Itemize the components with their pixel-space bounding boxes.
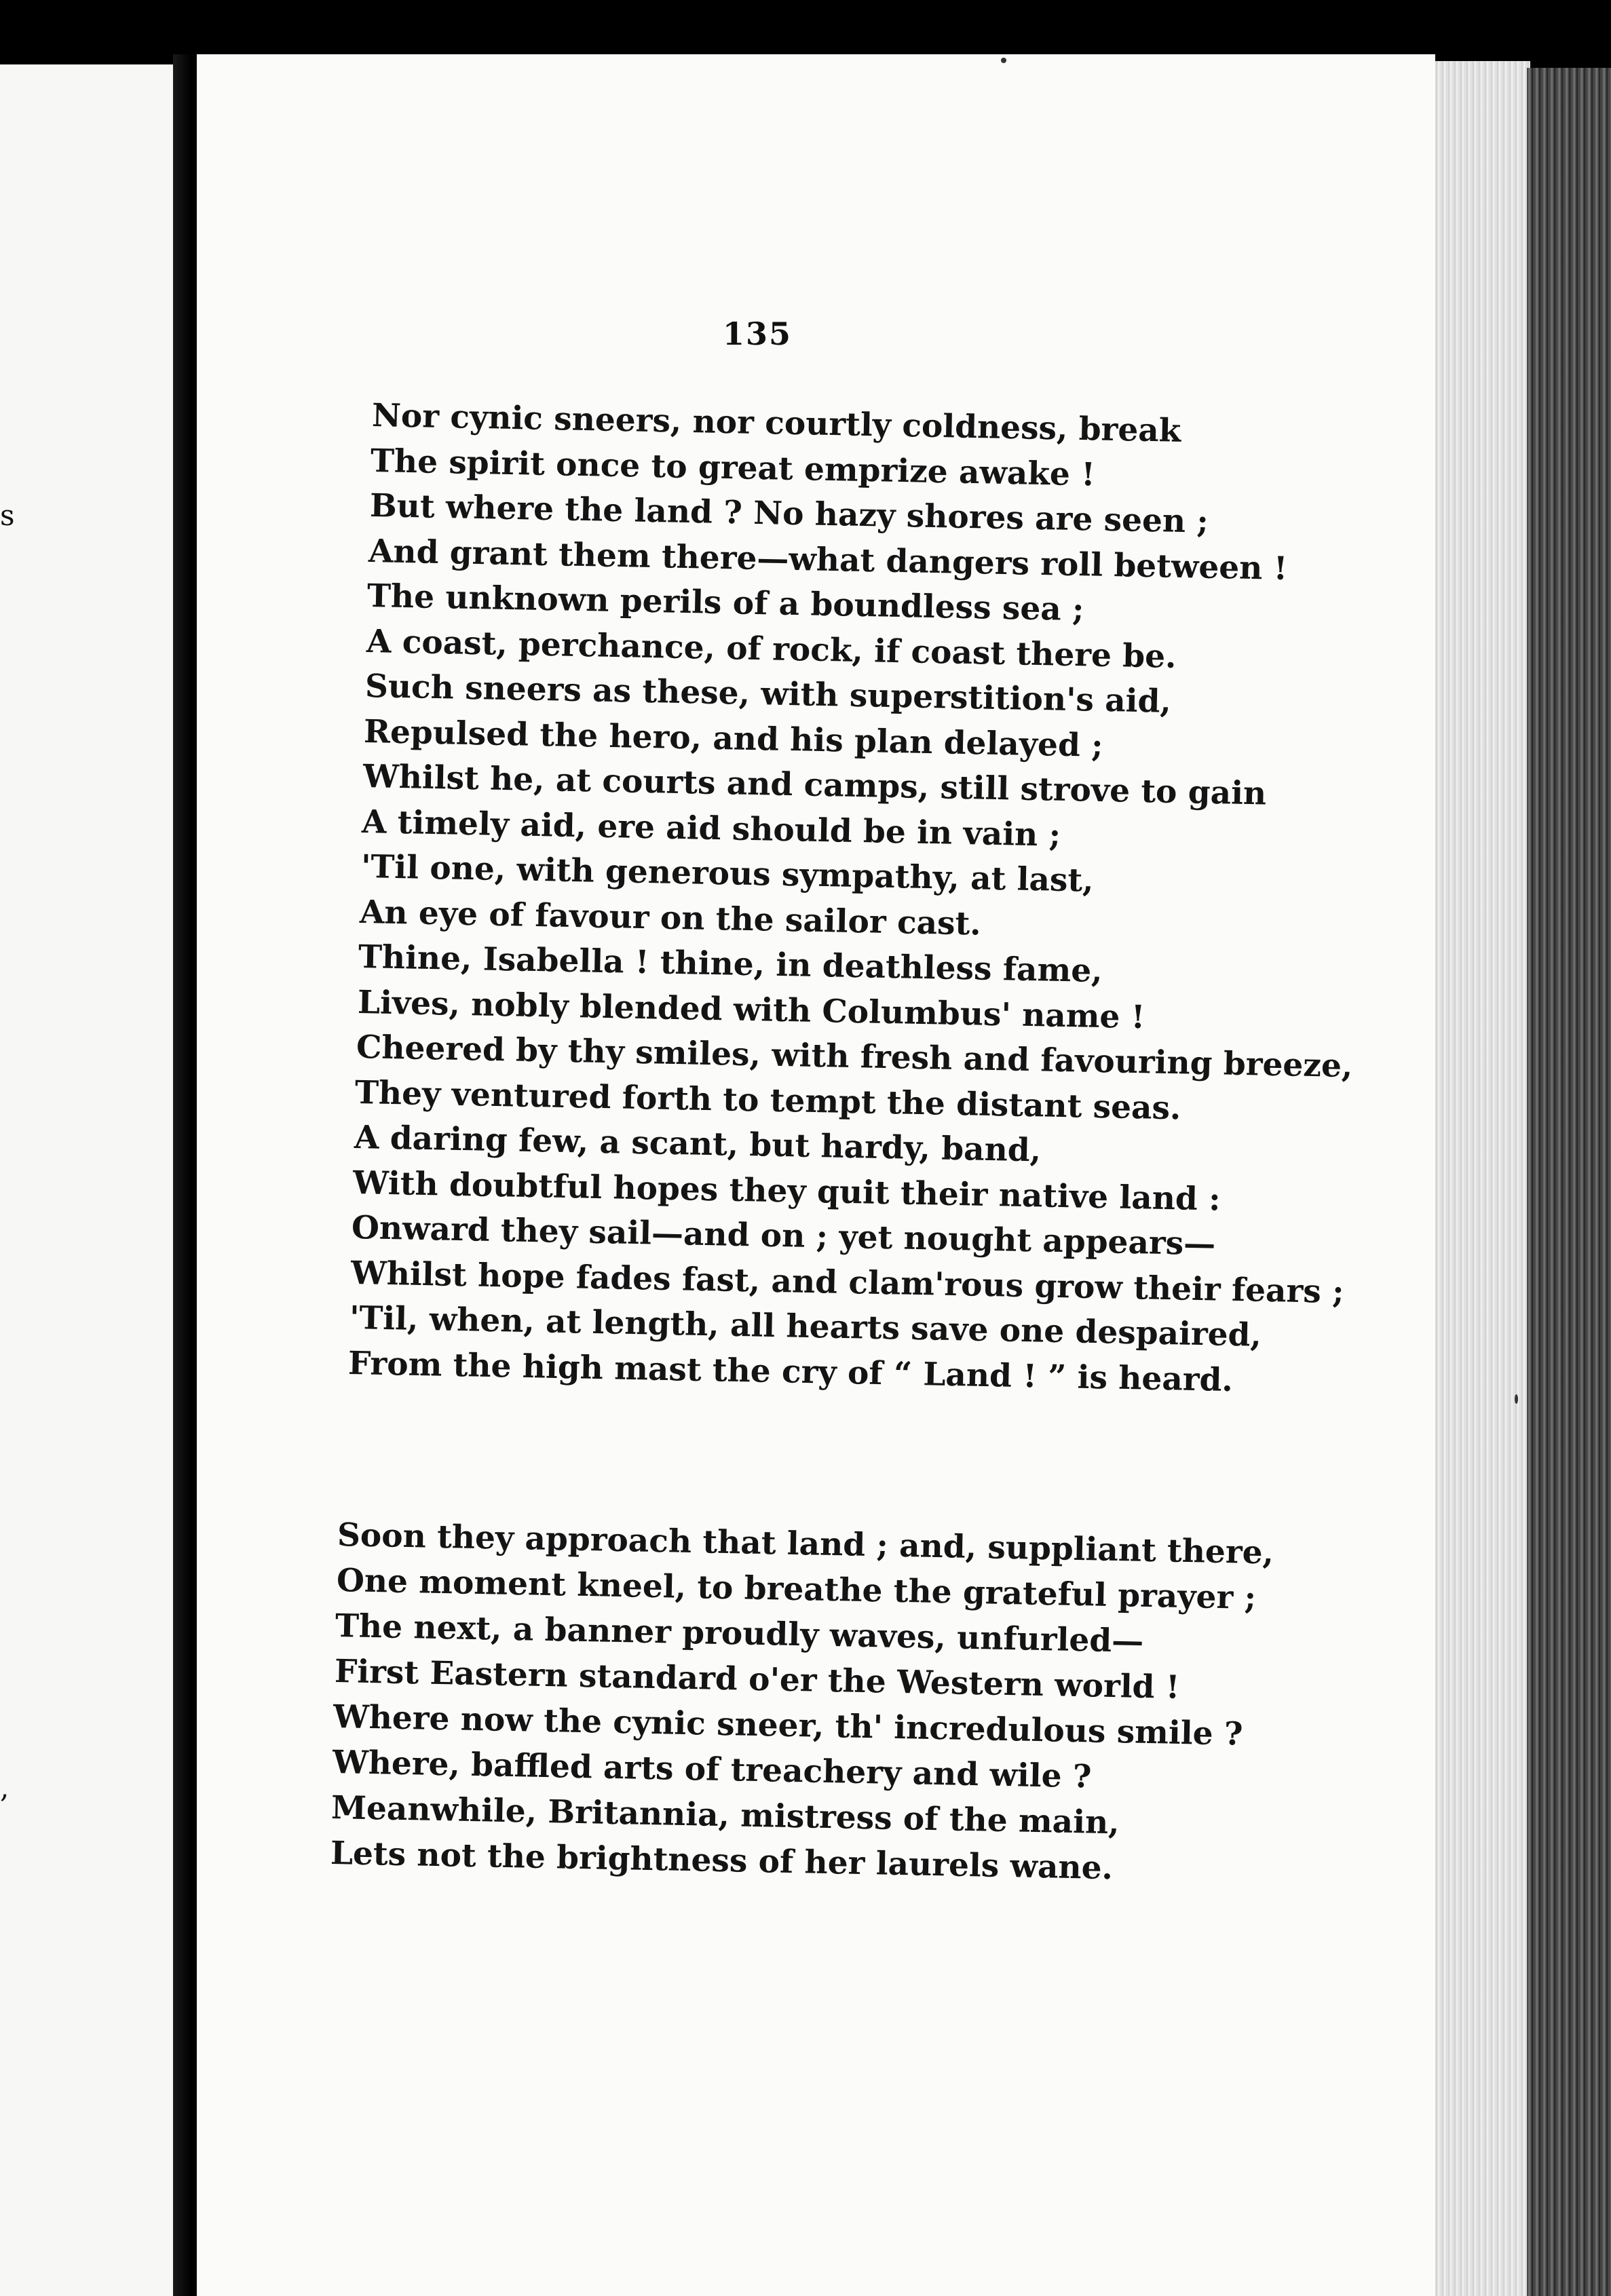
verse-line: Lives, nobly blended with Columbus' name ! xyxy=(357,983,1145,1036)
verse-line: One moment kneel, to breathe the grateful prayer ; xyxy=(335,1562,1257,1618)
verse-line: Whilst he, at courts and camps, still strove to gain xyxy=(362,758,1267,813)
verse-line: Meanwhile, Britannia, mistress of the main, xyxy=(330,1789,1120,1842)
verse-line: First Eastern standard o'er the Western world ! xyxy=(333,1653,1180,1706)
verse-line: Thine, Isabella ! thine, in deathless fame, xyxy=(358,938,1103,991)
verse-line: The spirit once to great emprize awake ! xyxy=(370,442,1096,493)
verse-line: A daring few, a scant, but hardy, band, xyxy=(354,1119,1042,1170)
speck xyxy=(1001,58,1006,63)
verse-line: Nor cynic sneers, nor courtly coldness, break xyxy=(371,397,1181,450)
verse-line: With doubtful hopes they quit their native land : xyxy=(352,1164,1221,1219)
verse-line: Lets not the brightness of her laurels wane. xyxy=(329,1835,1113,1888)
page-edges xyxy=(1428,61,1530,2296)
verse-line: Whilst hope fades fast, and clam'rous grow their fears ; xyxy=(350,1254,1344,1311)
page-number: 135 xyxy=(723,315,793,352)
verse-line: Repulsed the hero, and his plan delayed ; xyxy=(363,712,1104,765)
verse-line: A coast, perchance, of rock, if coast there be. xyxy=(366,622,1177,676)
verse-line: The next, a banner proudly waves, unfurled— xyxy=(335,1607,1144,1660)
verse-line: Where, baffled arts of treachery and wile ? xyxy=(331,1744,1092,1796)
verse-line: From the high mast the cry of “ Land ! ” is heard. xyxy=(347,1344,1234,1399)
verse-line: They ventured forth to tempt the distant seas. xyxy=(354,1073,1182,1127)
facing-page-fragment-s: s xyxy=(0,499,15,532)
verse-line: Cheered by thy smiles, with fresh and favouring breeze, xyxy=(356,1029,1353,1086)
verse-line: But where the land ? No hazy shores are seen ; xyxy=(369,487,1209,541)
speck xyxy=(1515,1394,1518,1404)
verse-line: An eye of favour on the sailor cast. xyxy=(359,893,981,943)
verse-line: 'Til, when, at length, all hearts save one despaired, xyxy=(349,1299,1262,1354)
book-block-edge xyxy=(1527,68,1611,2296)
verse-line: Soon they approach that land ; and, suppliant there, xyxy=(337,1516,1274,1572)
verse-line: The unknown perils of a boundless sea ; xyxy=(366,577,1085,629)
verse-line: Onward they sail—and on ; yet nought appears— xyxy=(351,1209,1216,1263)
facing-page-fragment-comma: , xyxy=(0,1771,10,1804)
verse-line: And grant them there—what dangers roll between ! xyxy=(368,532,1288,588)
verse-line: 'Til one, with generous sympathy, at last, xyxy=(360,848,1094,900)
verse-line: Such sneers as these, with superstition's aid, xyxy=(364,668,1172,721)
verse-line: A timely aid, ere aid should be in vain ; xyxy=(361,803,1061,854)
verse-line: Where now the cynic sneer, th' incredulous smile ? xyxy=(333,1698,1243,1753)
facing-page xyxy=(0,64,173,2296)
